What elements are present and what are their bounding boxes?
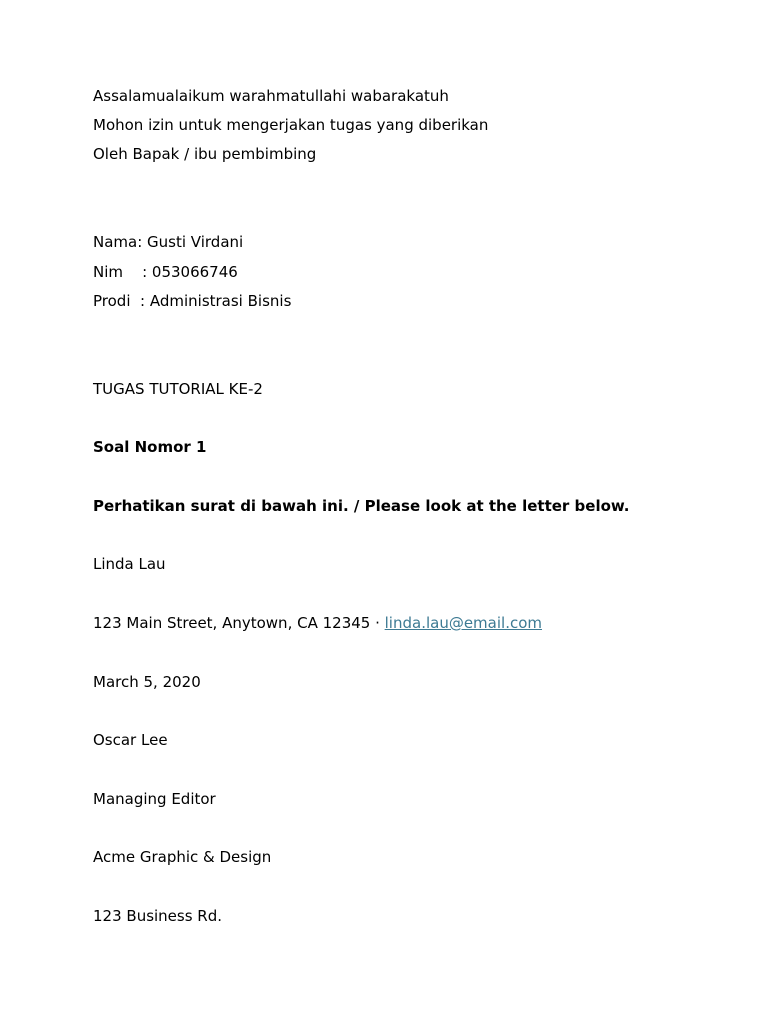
greeting-line-2: Mohon izin untuk mengerjakan tugas yang diberikan [93,116,489,134]
question-instruction: Perhatikan surat di bawah ini. / Please look at the letter below. [93,497,630,515]
greeting-line-1: Assalamualaikum warahmatullahi wabarakatuh [93,87,449,105]
assignment-title: TUGAS TUTORIAL KE-2 [93,380,263,398]
recipient-name: Oscar Lee [93,731,168,749]
recipient-title: Managing Editor [93,790,216,808]
recipient-address: 123 Business Rd. [93,907,223,925]
student-name: Nama: Gusti Virdani [93,233,244,251]
question-heading: Soal Nomor 1 [93,438,207,456]
greeting-line-3: Oleh Bapak / ibu pembimbing [93,145,317,163]
sender-address: 123 Main Street, Anytown, CA 12345 · [93,614,385,632]
letter-date: March 5, 2020 [93,673,201,691]
student-prodi: Prodi : Administrasi Bisnis [93,292,292,310]
student-nim: Nim : 053066746 [93,263,238,281]
sender-contact-line [93,614,542,632]
sender-email-link[interactable]: linda.lau@email.com [384,614,543,632]
sender-name: Linda Lau [93,555,166,573]
recipient-company: Acme Graphic & Design [93,848,272,866]
